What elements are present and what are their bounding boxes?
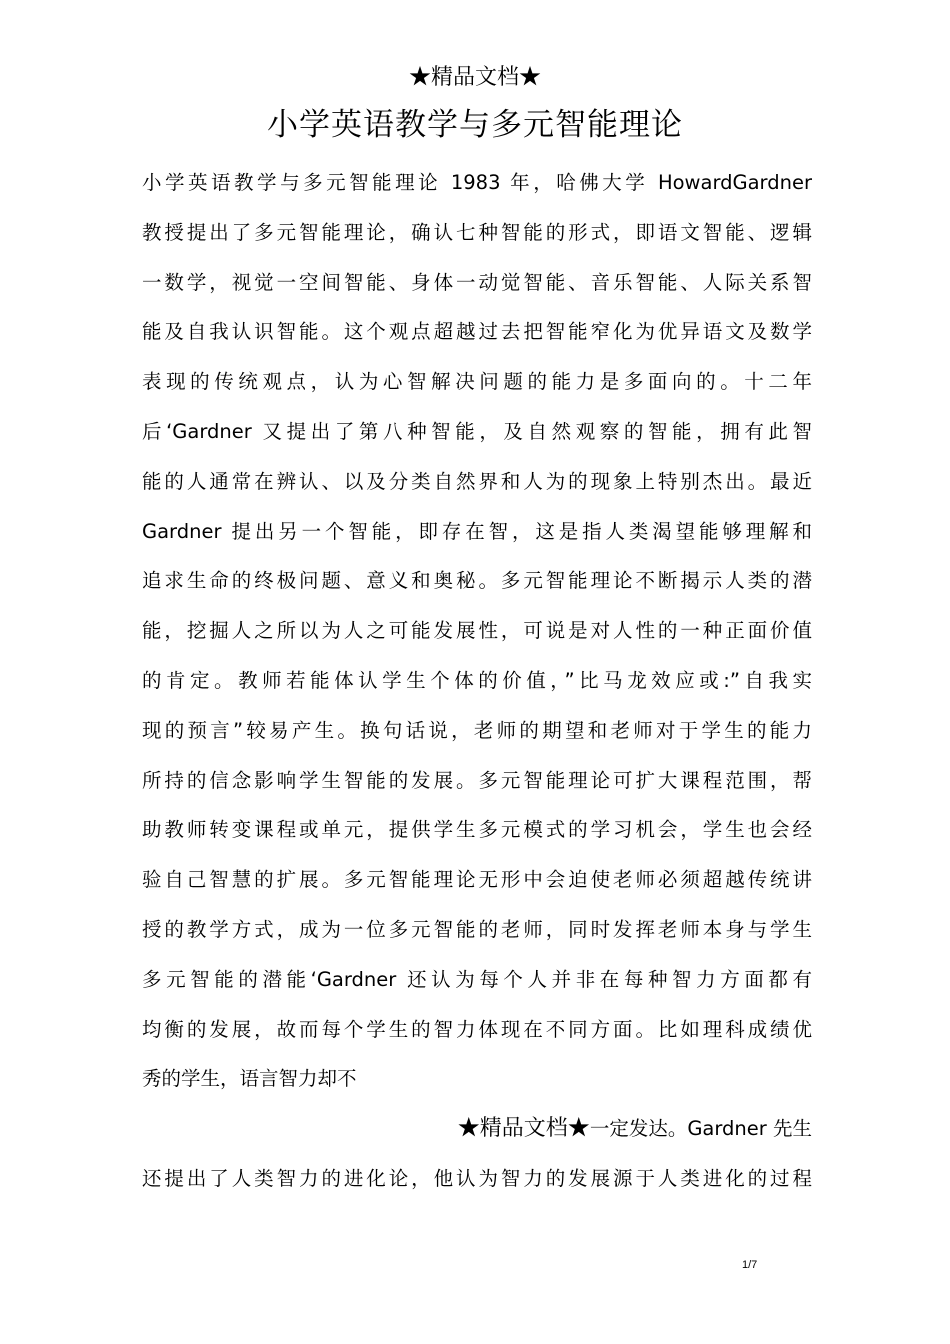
text-line: 的肯定。教师若能体认学生个体的价值，”比马龙效应或:”自我实 [142,668,812,692]
page-number: 1/7 [742,1259,758,1271]
text-line: 一数学，视觉一空间智能、身体一动觉智能、音乐智能、人际关系智 [142,270,812,294]
text-line: 现的预言”较易产生。换句话说，老师的期望和老师对于学生的能力 [142,718,812,742]
body-text [142,158,812,1204]
text-line: 后‘Gardner 又提出了第八种智能，及自然观察的智能，拥有此智 [142,419,812,443]
text-line: 均衡的发展，故而每个学生的智力体现在不同方面。比如理科成绩优 [142,1017,812,1041]
text-line: 表现的传统观点，认为心智解决问题的能力是多面向的。十二年 [142,370,812,394]
text-line: 验自己智慧的扩展。多元智能理论无形中会迫使老师必须超越传统讲 [142,868,812,892]
text-line: 追求生命的终极问题、意义和奥秘。多元智能理论不断揭示人类的潜 [142,569,812,593]
text-line: 能及自我认识智能。这个观点超越过去把智能窄化为优异语文及数学 [142,320,812,344]
document-title: 小学英语教学与多元智能理论 [267,107,683,143]
text-line: 能，挖掘人之所以为人之可能发展性，可说是对人性的一种正面价值 [142,619,812,643]
text-line: 教授提出了多元智能理论，确认七种智能的形式，即语文智能、逻辑 [142,220,812,244]
text-line: 还提出了人类智力的进化论，他认为智力的发展源于人类进化的过程 [142,1166,812,1190]
continued-text: 一定发达。Gardner 先生 [589,1117,812,1141]
text-line: 助教师转变课程或单元，提供学生多元模式的学习机会，学生也会经 [142,818,812,842]
text-line: 授的教学方式，成为一位多元智能的老师，同时发挥老师本身与学生 [142,917,812,941]
continued-line [142,1104,812,1154]
text-line: 所持的信念影响学生智能的发展。多元智能理论可扩大课程范围，帮 [142,768,812,792]
text-line: 多元智能的潜能‘Gardner 还认为每个人并非在每种智力方面都有 [142,967,812,991]
header-mark: ★精品文档★ [408,65,541,90]
text-line: 小学英语教学与多元智能理论 1983 年，哈佛大学 HowardGardner [142,171,812,194]
inline-mark: ★精品文档★ [457,1116,590,1142]
text-line: Gardner 提出另一个智能，即存在智，这是指人类渴望能够理解和 [142,519,812,543]
text-line: 能的人通常在辨认、以及分类自然界和人为的现象上特别杰出。最近 [142,469,812,493]
text-line: 秀的学生，语言智力却不 [142,1067,357,1091]
